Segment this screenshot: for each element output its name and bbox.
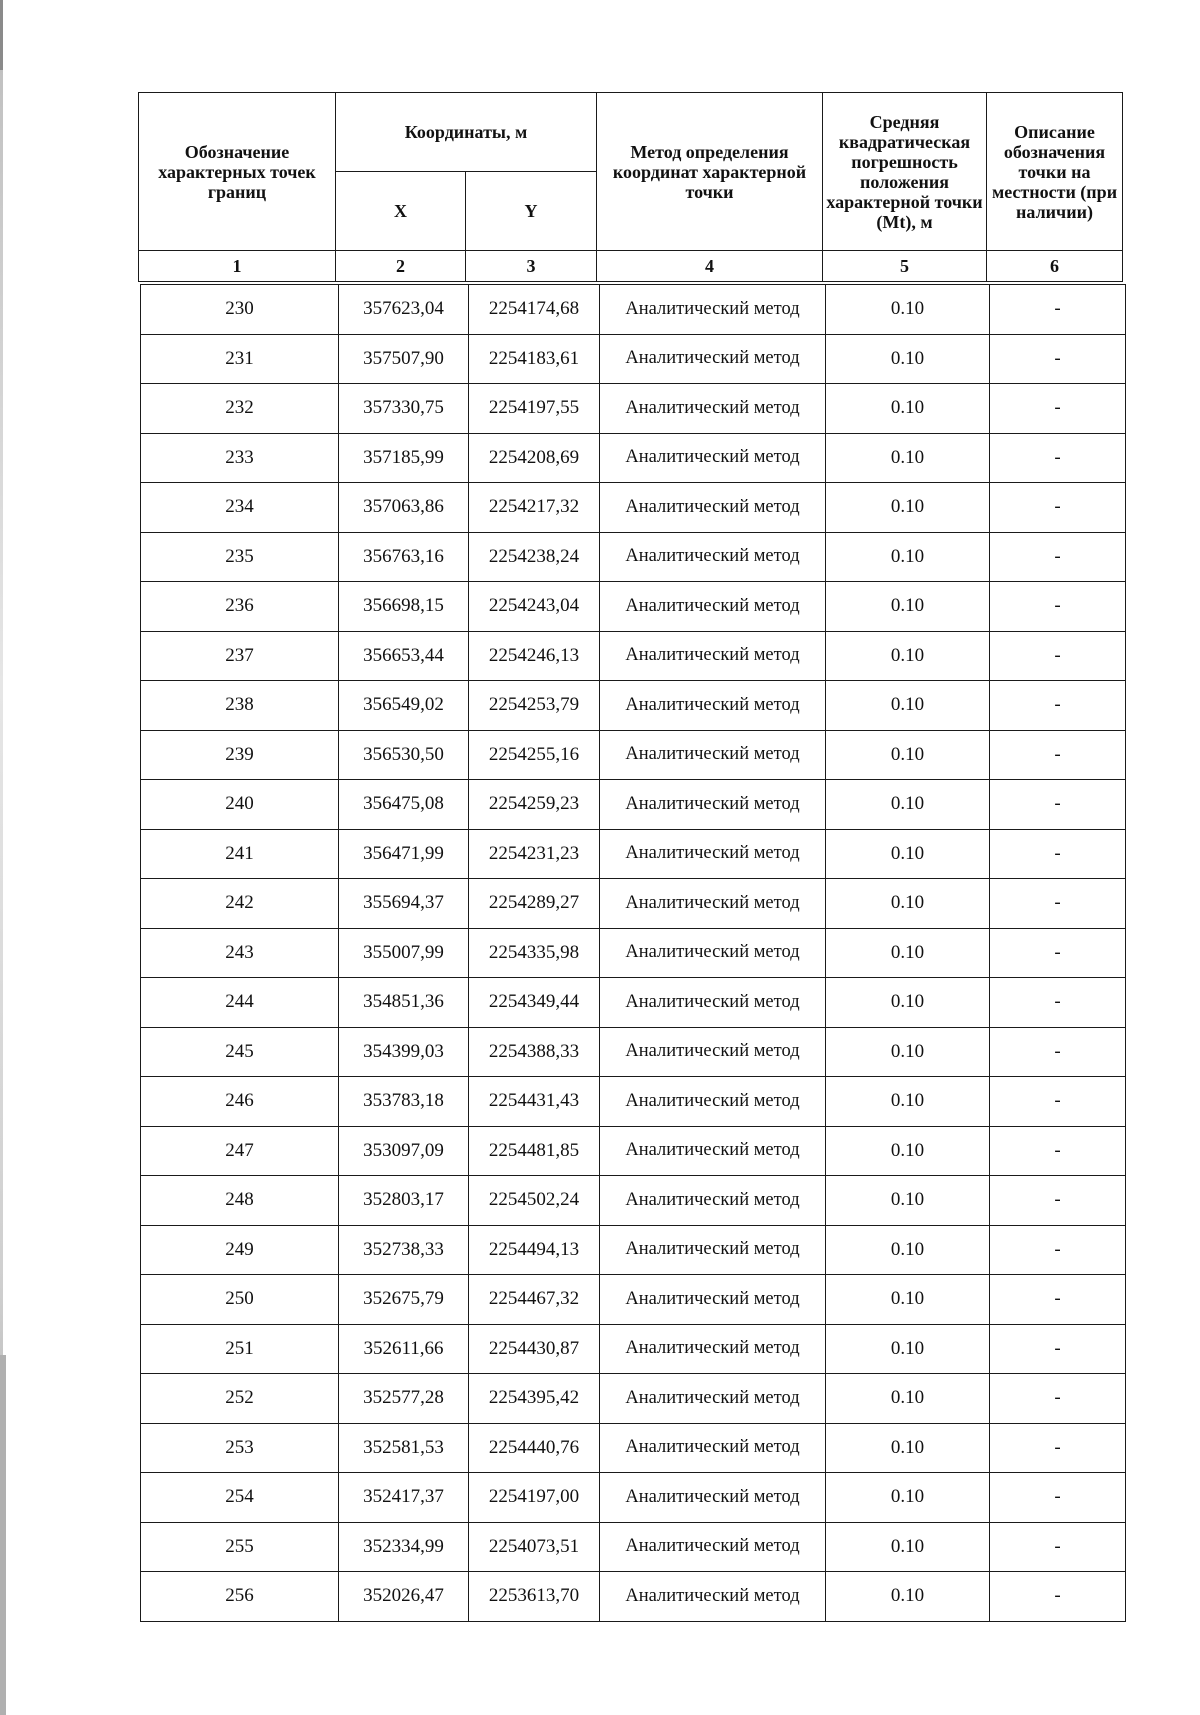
cell-point: 232 xyxy=(141,384,339,434)
cell-y: 2254253,79 xyxy=(469,681,600,731)
scan-edge-bottom-mark xyxy=(0,1355,6,1715)
table-row xyxy=(141,1176,1126,1226)
cell-error: 0.10 xyxy=(826,829,990,879)
cell-description: - xyxy=(990,1126,1126,1176)
cell-description: - xyxy=(990,730,1126,780)
cell-description: - xyxy=(990,780,1126,830)
cell-point: 249 xyxy=(141,1225,339,1275)
cell-y: 2254395,42 xyxy=(469,1374,600,1424)
cell-description: - xyxy=(990,433,1126,483)
scan-edge-top-mark xyxy=(0,0,3,70)
table-row xyxy=(141,1077,1126,1127)
header-coordinates: Координаты, м xyxy=(336,93,597,172)
cell-method: Аналитический метод xyxy=(600,730,826,780)
cell-x: 354399,03 xyxy=(339,1027,469,1077)
table-row xyxy=(141,1027,1126,1077)
cell-y: 2254349,44 xyxy=(469,978,600,1028)
cell-point: 250 xyxy=(141,1275,339,1325)
cell-point: 256 xyxy=(141,1572,339,1622)
cell-error: 0.10 xyxy=(826,730,990,780)
cell-point: 235 xyxy=(141,532,339,582)
cell-x: 355694,37 xyxy=(339,879,469,929)
cell-point: 242 xyxy=(141,879,339,929)
cell-x: 352577,28 xyxy=(339,1374,469,1424)
cell-x: 355007,99 xyxy=(339,928,469,978)
cell-method: Аналитический метод xyxy=(600,582,826,632)
coordinates-header-table xyxy=(138,92,1123,282)
cell-point: 254 xyxy=(141,1473,339,1523)
cell-point: 253 xyxy=(141,1423,339,1473)
cell-error: 0.10 xyxy=(826,384,990,434)
cell-error: 0.10 xyxy=(826,334,990,384)
table-row xyxy=(141,780,1126,830)
column-number: 6 xyxy=(987,251,1123,282)
column-number: 2 xyxy=(336,251,466,282)
cell-description: - xyxy=(990,1423,1126,1473)
table-row xyxy=(141,928,1126,978)
cell-y: 2254183,61 xyxy=(469,334,600,384)
table-row xyxy=(141,532,1126,582)
table-row xyxy=(141,879,1126,929)
cell-error: 0.10 xyxy=(826,433,990,483)
table-row xyxy=(141,1275,1126,1325)
cell-description: - xyxy=(990,829,1126,879)
cell-x: 352581,53 xyxy=(339,1423,469,1473)
column-number: 1 xyxy=(139,251,336,282)
cell-y: 2254246,13 xyxy=(469,631,600,681)
cell-error: 0.10 xyxy=(826,681,990,731)
table-row xyxy=(141,1522,1126,1572)
cell-method: Аналитический метод xyxy=(600,631,826,681)
cell-x: 352803,17 xyxy=(339,1176,469,1226)
cell-x: 357623,04 xyxy=(339,285,469,335)
cell-point: 234 xyxy=(141,483,339,533)
cell-y: 2254217,32 xyxy=(469,483,600,533)
table-row xyxy=(141,433,1126,483)
header-x: X xyxy=(336,172,466,251)
cell-error: 0.10 xyxy=(826,978,990,1028)
cell-method: Аналитический метод xyxy=(600,1324,826,1374)
cell-x: 357063,86 xyxy=(339,483,469,533)
cell-y: 2254174,68 xyxy=(469,285,600,335)
cell-point: 252 xyxy=(141,1374,339,1424)
cell-description: - xyxy=(990,1572,1126,1622)
header-point-designation: Обозначение характерных точек границ xyxy=(139,93,336,251)
cell-point: 248 xyxy=(141,1176,339,1226)
cell-point: 241 xyxy=(141,829,339,879)
cell-method: Аналитический метод xyxy=(600,1275,826,1325)
cell-y: 2254388,33 xyxy=(469,1027,600,1077)
cell-point: 245 xyxy=(141,1027,339,1077)
cell-x: 352026,47 xyxy=(339,1572,469,1622)
cell-description: - xyxy=(990,334,1126,384)
column-number: 3 xyxy=(466,251,597,282)
cell-description: - xyxy=(990,532,1126,582)
table-row xyxy=(141,1423,1126,1473)
cell-y: 2254073,51 xyxy=(469,1522,600,1572)
cell-error: 0.10 xyxy=(826,631,990,681)
cell-point: 237 xyxy=(141,631,339,681)
cell-error: 0.10 xyxy=(826,928,990,978)
cell-description: - xyxy=(990,928,1126,978)
cell-x: 356530,50 xyxy=(339,730,469,780)
cell-description: - xyxy=(990,681,1126,731)
cell-description: - xyxy=(990,631,1126,681)
coordinates-data-table xyxy=(140,284,1126,1622)
cell-method: Аналитический метод xyxy=(600,829,826,879)
cell-point: 255 xyxy=(141,1522,339,1572)
table-row xyxy=(141,978,1126,1028)
cell-y: 2254440,76 xyxy=(469,1423,600,1473)
cell-method: Аналитический метод xyxy=(600,1423,826,1473)
cell-point: 247 xyxy=(141,1126,339,1176)
cell-error: 0.10 xyxy=(826,1027,990,1077)
cell-error: 0.10 xyxy=(826,1176,990,1226)
cell-error: 0.10 xyxy=(826,582,990,632)
cell-error: 0.10 xyxy=(826,1077,990,1127)
cell-x: 352738,33 xyxy=(339,1225,469,1275)
cell-y: 2254467,32 xyxy=(469,1275,600,1325)
cell-x: 352611,66 xyxy=(339,1324,469,1374)
cell-description: - xyxy=(990,1225,1126,1275)
table-row xyxy=(141,681,1126,731)
table-row xyxy=(141,1572,1126,1622)
cell-error: 0.10 xyxy=(826,879,990,929)
cell-method: Аналитический метод xyxy=(600,1522,826,1572)
cell-description: - xyxy=(990,384,1126,434)
table-row xyxy=(141,1374,1126,1424)
cell-point: 230 xyxy=(141,285,339,335)
cell-y: 2254197,00 xyxy=(469,1473,600,1523)
header-mean-square-error: Средняя квадратическая погрешность положения характерной точки (Mt), м xyxy=(823,93,987,251)
cell-point: 246 xyxy=(141,1077,339,1127)
cell-error: 0.10 xyxy=(826,1126,990,1176)
cell-method: Аналитический метод xyxy=(600,1374,826,1424)
cell-description: - xyxy=(990,582,1126,632)
cell-y: 2254335,98 xyxy=(469,928,600,978)
cell-x: 354851,36 xyxy=(339,978,469,1028)
cell-y: 2254259,23 xyxy=(469,780,600,830)
cell-x: 352675,79 xyxy=(339,1275,469,1325)
column-number: 5 xyxy=(823,251,987,282)
table-row xyxy=(141,1473,1126,1523)
cell-description: - xyxy=(990,285,1126,335)
cell-x: 357507,90 xyxy=(339,334,469,384)
table-row xyxy=(141,285,1126,335)
cell-point: 231 xyxy=(141,334,339,384)
cell-x: 352334,99 xyxy=(339,1522,469,1572)
cell-error: 0.10 xyxy=(826,1423,990,1473)
cell-y: 2254289,27 xyxy=(469,879,600,929)
cell-method: Аналитический метод xyxy=(600,483,826,533)
cell-y: 2254502,24 xyxy=(469,1176,600,1226)
cell-error: 0.10 xyxy=(826,1225,990,1275)
cell-method: Аналитический метод xyxy=(600,681,826,731)
cell-method: Аналитический метод xyxy=(600,1126,826,1176)
cell-point: 244 xyxy=(141,978,339,1028)
cell-description: - xyxy=(990,1324,1126,1374)
cell-x: 357330,75 xyxy=(339,384,469,434)
cell-point: 239 xyxy=(141,730,339,780)
cell-y: 2254431,43 xyxy=(469,1077,600,1127)
table-row xyxy=(141,582,1126,632)
cell-method: Аналитический метод xyxy=(600,1176,826,1226)
cell-x: 356475,08 xyxy=(339,780,469,830)
table-row xyxy=(141,730,1126,780)
cell-method: Аналитический метод xyxy=(600,532,826,582)
cell-point: 233 xyxy=(141,433,339,483)
cell-error: 0.10 xyxy=(826,1324,990,1374)
cell-method: Аналитический метод xyxy=(600,879,826,929)
cell-error: 0.10 xyxy=(826,1473,990,1523)
cell-description: - xyxy=(990,879,1126,929)
cell-description: - xyxy=(990,1275,1126,1325)
cell-x: 356763,16 xyxy=(339,532,469,582)
table-row xyxy=(141,384,1126,434)
header-y: Y xyxy=(466,172,597,251)
cell-y: 2254208,69 xyxy=(469,433,600,483)
table-row xyxy=(141,1324,1126,1374)
cell-method: Аналитический метод xyxy=(600,285,826,335)
cell-point: 236 xyxy=(141,582,339,632)
cell-description: - xyxy=(990,1522,1126,1572)
cell-method: Аналитический метод xyxy=(600,978,826,1028)
cell-point: 251 xyxy=(141,1324,339,1374)
cell-description: - xyxy=(990,1473,1126,1523)
cell-description: - xyxy=(990,1374,1126,1424)
cell-error: 0.10 xyxy=(826,1522,990,1572)
cell-error: 0.10 xyxy=(826,1374,990,1424)
cell-y: 2254430,87 xyxy=(469,1324,600,1374)
cell-y: 2254197,55 xyxy=(469,384,600,434)
cell-x: 353097,09 xyxy=(339,1126,469,1176)
cell-point: 243 xyxy=(141,928,339,978)
header-point-description: Описание обозначения точки на местности (при наличии) xyxy=(987,93,1123,251)
cell-error: 0.10 xyxy=(826,780,990,830)
cell-y: 2254494,13 xyxy=(469,1225,600,1275)
cell-description: - xyxy=(990,978,1126,1028)
cell-error: 0.10 xyxy=(826,285,990,335)
cell-description: - xyxy=(990,483,1126,533)
column-number: 4 xyxy=(597,251,823,282)
cell-x: 357185,99 xyxy=(339,433,469,483)
cell-x: 356653,44 xyxy=(339,631,469,681)
table-row xyxy=(141,1225,1126,1275)
cell-x: 356549,02 xyxy=(339,681,469,731)
cell-method: Аналитический метод xyxy=(600,334,826,384)
table-row xyxy=(141,334,1126,384)
cell-x: 356471,99 xyxy=(339,829,469,879)
cell-error: 0.10 xyxy=(826,1275,990,1325)
table-row xyxy=(141,1126,1126,1176)
cell-method: Аналитический метод xyxy=(600,928,826,978)
cell-y: 2254243,04 xyxy=(469,582,600,632)
table-row xyxy=(141,829,1126,879)
cell-method: Аналитический метод xyxy=(600,1027,826,1077)
cell-description: - xyxy=(990,1077,1126,1127)
cell-method: Аналитический метод xyxy=(600,1473,826,1523)
cell-y: 2253613,70 xyxy=(469,1572,600,1622)
cell-method: Аналитический метод xyxy=(600,1572,826,1622)
cell-method: Аналитический метод xyxy=(600,1225,826,1275)
cell-error: 0.10 xyxy=(826,483,990,533)
cell-point: 238 xyxy=(141,681,339,731)
cell-y: 2254255,16 xyxy=(469,730,600,780)
cell-method: Аналитический метод xyxy=(600,780,826,830)
table-row xyxy=(141,483,1126,533)
cell-y: 2254481,85 xyxy=(469,1126,600,1176)
cell-x: 356698,15 xyxy=(339,582,469,632)
cell-x: 352417,37 xyxy=(339,1473,469,1523)
cell-y: 2254231,23 xyxy=(469,829,600,879)
cell-description: - xyxy=(990,1027,1126,1077)
cell-method: Аналитический метод xyxy=(600,1077,826,1127)
cell-y: 2254238,24 xyxy=(469,532,600,582)
cell-error: 0.10 xyxy=(826,1572,990,1622)
cell-method: Аналитический метод xyxy=(600,384,826,434)
cell-point: 240 xyxy=(141,780,339,830)
cell-x: 353783,18 xyxy=(339,1077,469,1127)
table-row xyxy=(141,631,1126,681)
cell-method: Аналитический метод xyxy=(600,433,826,483)
header-method: Метод определения координат характерной точки xyxy=(597,93,823,251)
cell-description: - xyxy=(990,1176,1126,1226)
cell-error: 0.10 xyxy=(826,532,990,582)
